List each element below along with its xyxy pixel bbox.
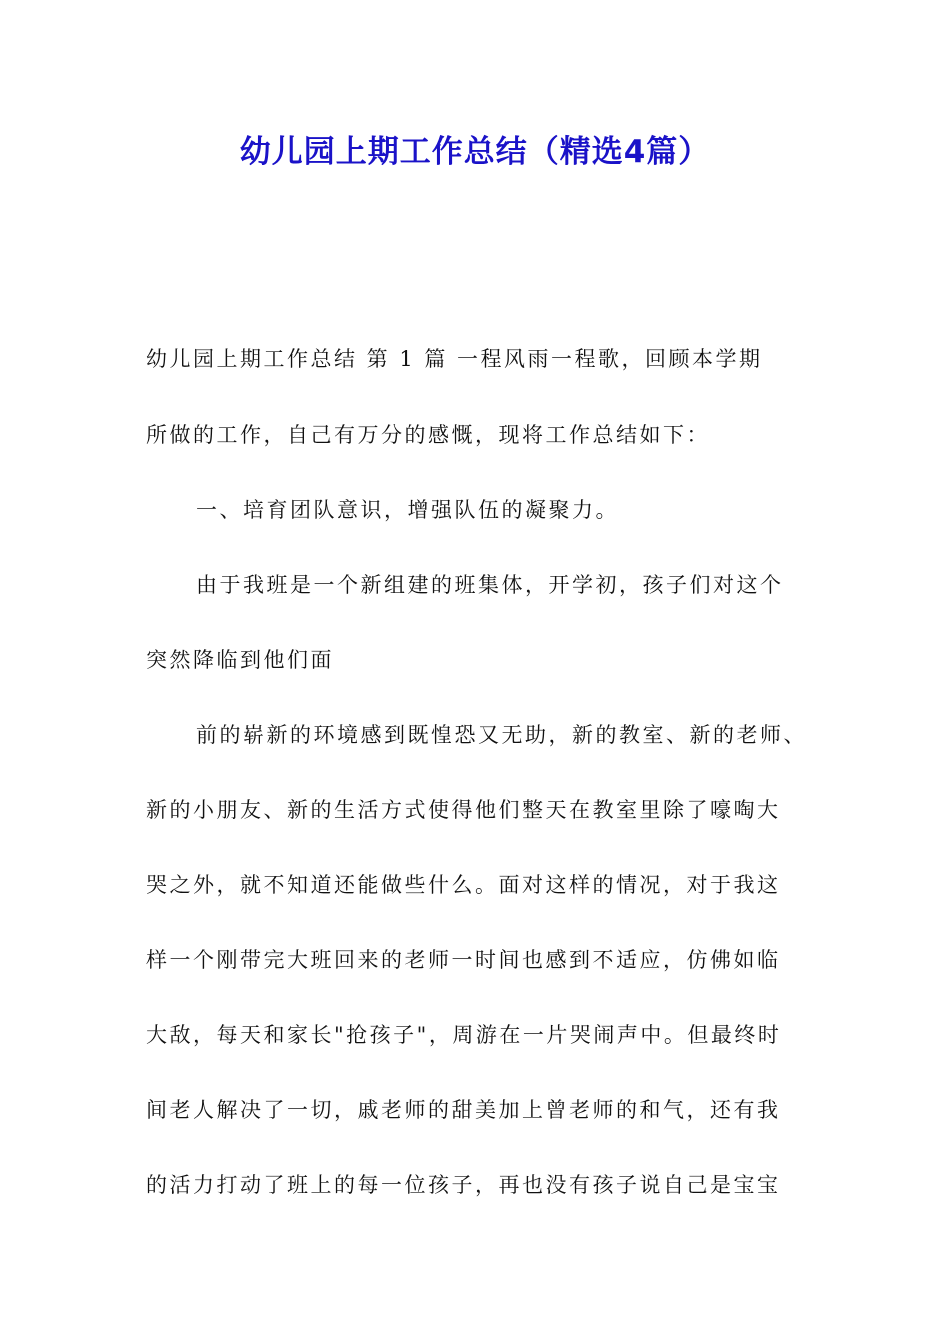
paragraph-line: 哭之外，就不知道还能做些什么。面对这样的情况，对于我这 — [146, 873, 781, 897]
paragraph-line: 的活力打动了班上的每一位孩子，再也没有孩子说自己是宝宝 — [146, 1173, 781, 1197]
paragraph-line: 由于我班是一个新组建的班集体，开学初，孩子们对这个 — [196, 573, 784, 597]
paragraph-line: 幼儿园上期工作总结 第 1 篇 一程风雨一程歌，回顾本学期 — [146, 347, 763, 371]
paragraph-line: 前的崭新的环境感到既惶恐又无助，新的教室、新的老师、 — [196, 723, 807, 747]
paragraph-line: 所做的工作，自己有万分的感慨，现将工作总结如下： — [146, 423, 710, 447]
paragraph-line: 间老人解决了一切，戚老师的甜美加上曾老师的和气，还有我 — [146, 1098, 781, 1122]
paragraph-line: 突然降临到他们面 — [146, 648, 334, 672]
paragraph-line: 大敌，每天和家长"抢孩子"，周游在一片哭闹声中。但最终时 — [146, 1023, 782, 1047]
document-title: 幼儿园上期工作总结（精选4篇） — [239, 134, 711, 170]
section-heading: 一、培育团队意识，增强队伍的凝聚力。 — [196, 498, 619, 522]
paragraph-line: 新的小朋友、新的生活方式使得他们整天在教室里除了嚎啕大 — [146, 798, 781, 822]
paragraph-line: 样一个刚带完大班回来的老师一时间也感到不适应，仿佛如临 — [146, 948, 781, 972]
